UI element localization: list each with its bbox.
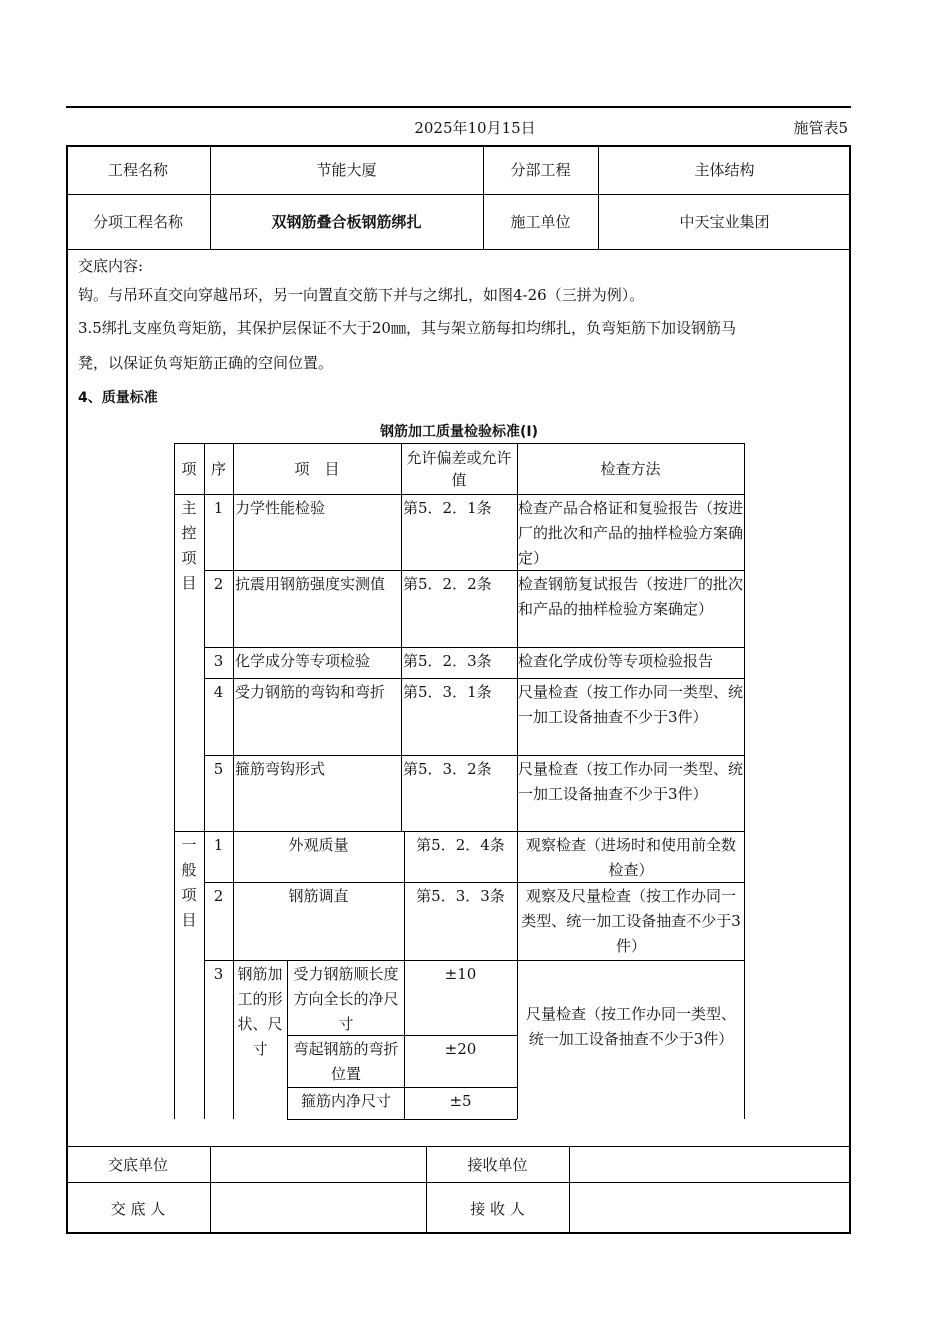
main-row-1-seq: 1	[213, 499, 224, 517]
main-row-3-method: 检查化学成份等专项检验报告	[518, 652, 714, 670]
section-heading: 4、质量标准	[78, 390, 158, 406]
subitem-value: 双钢筋叠合板钢筋绑扎	[271, 213, 422, 231]
table-line	[233, 443, 234, 1119]
table-line	[204, 678, 745, 679]
receiver-unit-field[interactable]	[569, 1146, 851, 1182]
table-line	[287, 1087, 517, 1088]
main-row-3-seq: 3	[213, 652, 224, 670]
content-label: 交底内容:	[78, 257, 144, 275]
main-row-5-method: 尺量检查（按工作办同一类型、统一加工设备抽查不少于3件）	[518, 760, 744, 803]
general-category-label: 一般项目	[181, 836, 197, 929]
header-item: 项 目	[294, 460, 340, 478]
main-row-5-tolerance: 第5．3．2条	[403, 760, 492, 778]
table-line	[287, 1119, 517, 1120]
receiver-unit-label: 接收单位	[467, 1155, 528, 1174]
content-paragraph-2b: 凳，以保证负弯矩筋正确的空间位置。	[78, 354, 334, 372]
shape-group-label: 钢筋加工的形状、尺寸	[237, 965, 283, 1058]
content-paragraph-2a: 3.5绑扎支座负弯矩筋，其保护层保证不大于20㎜，其与架立筋每扣均绑扎，负弯矩筋下加设钢筋马	[78, 319, 736, 337]
subitem-label: 分项工程名称	[92, 213, 183, 231]
general-row-2-method: 观察及尺量检查（按工作办同一类型、统一加工设备抽查不少于3件）	[521, 887, 741, 955]
general-row-3-seq: 3	[213, 965, 224, 983]
table-title: 钢筋加工质量检验标准(I)	[379, 424, 538, 440]
table-line	[174, 831, 745, 832]
content-paragraph-1: 钩。与吊环直交向穿越吊环，另一向置直交筋下并与之绑扎，如图4-26（三拼为例）。	[78, 286, 645, 304]
main-row-2-seq: 2	[213, 575, 224, 593]
table-line	[204, 647, 745, 648]
general-row-2-item: 钢筋调直	[288, 887, 349, 905]
main-row-4-method: 尺量检查（按工作办同一类型、统一加工设备抽查不少于3件）	[518, 683, 744, 726]
table-line	[744, 443, 745, 1119]
main-category-label: 主控项目	[181, 499, 197, 592]
division-value: 主体结构	[694, 161, 755, 179]
main-row-2-item: 抗震用钢筋强度实测值	[235, 575, 386, 593]
division-label: 分部工程	[510, 161, 571, 179]
header-seq: 序	[210, 460, 226, 478]
document-date: 2025年10月15日	[414, 119, 536, 137]
issuer-unit-label: 交底单位	[107, 1155, 168, 1174]
shape-subrow-2-tolerance: ±20	[444, 1040, 477, 1058]
main-row-1-method: 检查产品合格证和复验报告（按进厂的批次和产品的抽样检验方案确定）	[518, 499, 744, 567]
table-line	[401, 443, 402, 831]
form-number: 施管表5	[793, 119, 848, 137]
general-row-1-seq: 1	[213, 836, 224, 854]
project-name-label: 工程名称	[107, 161, 168, 179]
main-row-3-item: 化学成分等专项检验	[235, 652, 371, 670]
general-row-1-tolerance: 第5．2．4条	[416, 836, 505, 854]
main-row-2-tolerance: 第5．2．2条	[403, 575, 492, 593]
receiver-label: 接 收 人	[470, 1199, 525, 1218]
table-line	[204, 755, 745, 756]
issuer-unit-field[interactable]	[210, 1146, 426, 1182]
shape-subrow-1-tolerance: ±10	[444, 965, 477, 983]
table-line	[174, 494, 745, 495]
table-line	[204, 960, 745, 961]
general-row-1-item: 外观质量	[288, 836, 349, 854]
main-row-2-method: 检查钢筋复试报告（按进厂的批次和产品的抽样检验方案确定）	[518, 575, 744, 618]
shape-subrow-3-tolerance: ±5	[449, 1092, 472, 1110]
project-name-value: 节能大厦	[316, 161, 377, 179]
issuer-label: 交 底 人	[110, 1199, 166, 1218]
main-row-3-tolerance: 第5．2．3条	[403, 652, 492, 670]
main-row-5-seq: 5	[213, 760, 224, 778]
shape-subrow-3-item: 箍筋内净尺寸	[300, 1092, 391, 1110]
header-method: 检查方法	[600, 460, 661, 478]
receiver-field[interactable]	[569, 1182, 851, 1234]
main-row-4-tolerance: 第5．3．1条	[403, 683, 492, 701]
table-line	[174, 443, 175, 1119]
shape-group-method: 尺量检查（按工作办同一类型、统一加工设备抽查不少于3件）	[525, 1005, 736, 1048]
divider	[66, 249, 851, 250]
main-row-4-seq: 4	[213, 683, 224, 701]
general-row-2-seq: 2	[213, 887, 224, 905]
header-tolerance: 允许偏差或允许值	[406, 449, 512, 489]
top-rule	[66, 106, 851, 108]
shape-subrow-2-item: 弯起钢筋的弯折位置	[293, 1040, 399, 1083]
shape-subrow-1-item: 受力钢筋顺长度方向全长的净尺寸	[293, 965, 399, 1033]
table-line	[287, 960, 288, 1119]
main-row-4-item: 受力钢筋的弯钩和弯折	[235, 683, 386, 701]
contractor-label: 施工单位	[510, 213, 571, 231]
general-row-1-method: 观察检查（进场时和使用前全数检查）	[525, 836, 736, 879]
main-row-5-item: 箍筋弯钩形式	[235, 760, 326, 778]
contractor-value: 中天宝业集团	[679, 213, 770, 231]
issuer-field[interactable]	[210, 1182, 426, 1234]
general-row-2-tolerance: 第5．3．3条	[416, 887, 505, 905]
main-row-1-item: 力学性能检验	[235, 499, 326, 517]
main-row-1-tolerance: 第5．2．1条	[403, 499, 492, 517]
header-category: 项	[181, 460, 197, 478]
